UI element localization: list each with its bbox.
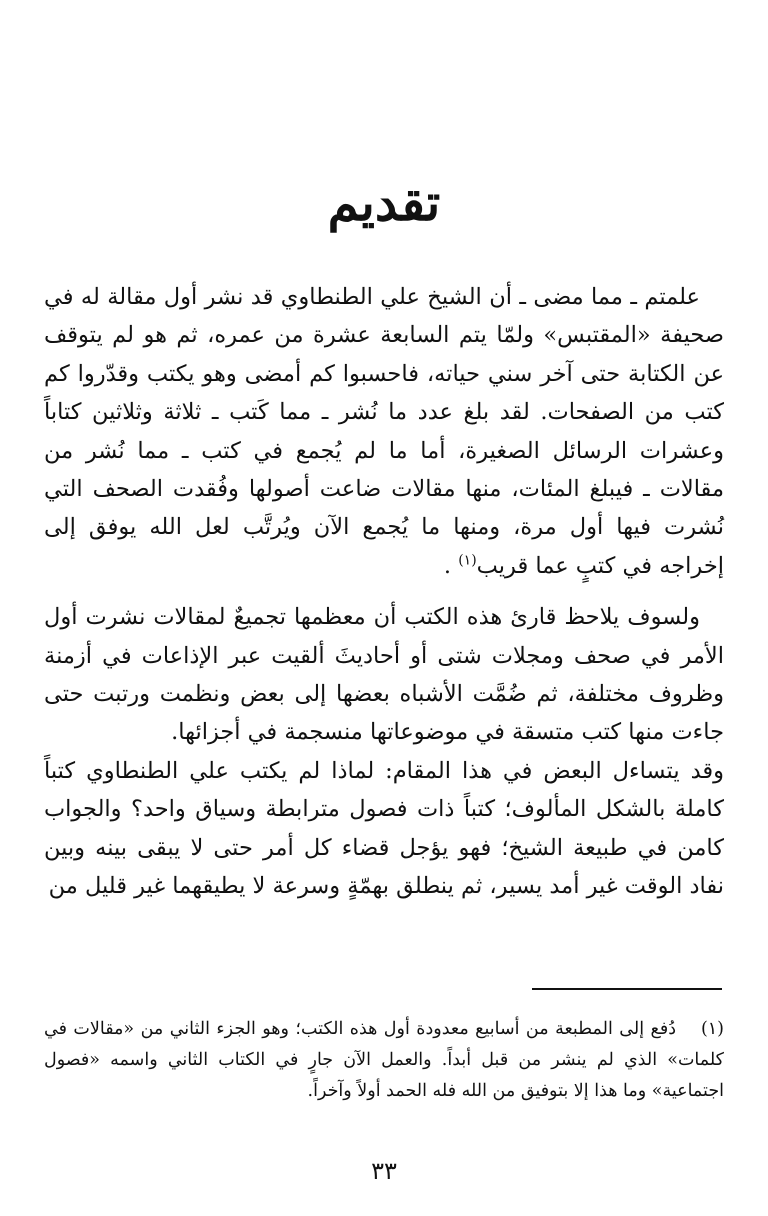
footnote-number: (١)	[700, 1019, 724, 1039]
paragraph-1-text: علمتم ـ مما مضى ـ أن الشيخ علي الطنطاوي قد نشر أول مقالة له في صحيفة «المقتبس» ولمّا يتم السابعة عشرة من عمره، ثم هو لم يتوقف عن الكتابة حتى آخر سني حياته، فاحسبوا كم أمضى وهو يكتب وقدّروا كم كتب من الصفحات. لقد بلغ عدد ما نُشر ـ مما كَتب ـ ثلاثة وثلاثين كتاباً وعشرات الرسائل الصغيرة، أما ما لم يُجمع في كتب ـ مما نُشر من مقالات ـ فيبلغ المئات، منها مقالات ضاعت أصولها وفُقدت الصحف التي نُشرت فيها أول مرة، ومنها ما يُجمع الآن ويُرتَّب لعل الله يوفق إلى إخراجه في كتبٍ عما قريب	[44, 284, 724, 579]
footnote-separator	[532, 988, 722, 990]
paragraph-1	[44, 278, 724, 585]
paragraph-2: ولسوف يلاحظ قارئ هذه الكتب أن معظمها تجميعٌ لمقالات نشرت أول الأمر في صحف ومجلات شتى أو أحاديثَ ألقيت عبر الإذاعات في أزمنة وظروف مختلفة، ثم ضُمَّت الأشباه بعضها إلى بعض ونظمت ورتبت حتى جاءت منها كتب متسقة في موضوعاتها منسجمة في أجزائها.	[44, 604, 724, 746]
page-title: تقديم	[327, 173, 441, 232]
footnote-reference: (١)	[458, 552, 477, 569]
footnote-text: دُفع إلى المطبعة من أسابيع معدودة أول هذه الكتب؛ وهو الجزء الثاني من «مقالات في كلمات» الذي لم ينشر من قبل أبداً. والعمل الآن جارٍ في الكتاب الثاني واسمه «فصول اجتماعية» وما هذا إلا بتوفيق من الله فله الحمد أولاً وآخراً.	[44, 1019, 724, 1101]
footnote-1	[44, 1014, 724, 1107]
main-text	[44, 278, 724, 906]
footnotes	[44, 1014, 724, 1107]
page-number: ٣٣	[371, 1157, 397, 1185]
paragraph-1-end: .	[443, 552, 459, 579]
paragraph-3: وقد يتساءل البعض في هذا المقام: لماذا لم يكتب علي الطنطاوي كتباً كاملة بالشكل المألوف؛ كتباً ذات فصول مترابطة وسياق واحد؟ والجواب كامن في طبيعة الشيخ؛ فهو يؤجل قضاء كل أمر حتى لا يبقى بينه وبين نفاد الوقت غير أمد يسير، ثم ينطلق بهمّةٍ وسرعة لا يطيقهما غير قليل من	[44, 757, 724, 900]
